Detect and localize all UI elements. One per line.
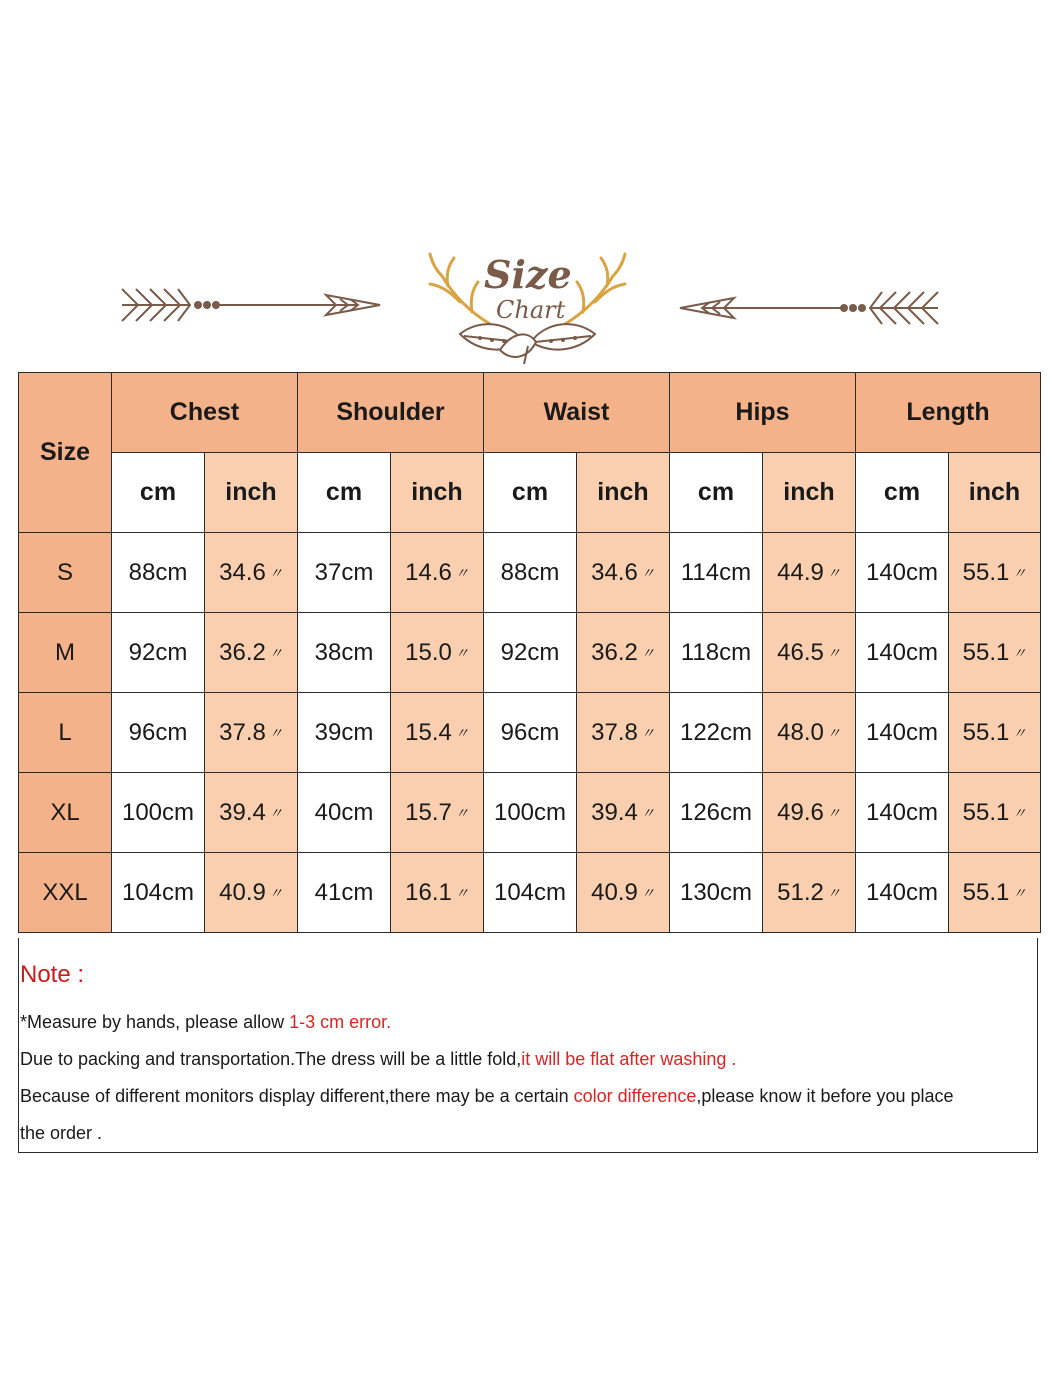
inch-value-cell: [577, 533, 670, 613]
inch-value-cell: [949, 773, 1041, 853]
cell-value: 140cm: [865, 558, 939, 586]
inch-value-cell: [577, 773, 670, 853]
cm-value-cell: [856, 613, 949, 693]
note-highlight: 1-3 cm error.: [289, 1012, 392, 1032]
inch-mark: 〃: [640, 644, 655, 661]
note-line-measure: [20, 1004, 1037, 1041]
cell-value: 41cm: [314, 878, 374, 906]
inch-mark: 〃: [826, 644, 841, 661]
unit-header-cm: cm: [112, 453, 205, 533]
cell-value: 104cm: [493, 878, 567, 906]
cell-value: 38cm: [314, 638, 374, 666]
inch-mark: 〃: [454, 804, 469, 821]
inch-mark: 〃: [454, 724, 469, 741]
cell-value: 118cm: [680, 638, 752, 666]
cell-value: 122cm: [679, 718, 753, 746]
inch-value-cell: [391, 773, 484, 853]
table-row: [19, 853, 1041, 933]
cm-value-cell: [112, 613, 205, 693]
cell-value: 15.7: [405, 798, 452, 826]
note-highlight: color difference: [573, 1086, 697, 1106]
table-row: [19, 533, 1041, 613]
cell-value: 55.1: [962, 638, 1010, 666]
cm-value-cell: [298, 853, 391, 933]
inch-mark: 〃: [1012, 564, 1027, 581]
cm-value-cell: [112, 853, 205, 933]
size-label-cell: S: [19, 533, 112, 613]
inch-mark: 〃: [268, 564, 283, 581]
cell-value: 37cm: [314, 558, 374, 586]
inch-value-cell: [205, 773, 298, 853]
inch-value-cell: [577, 613, 670, 693]
cell-value: 37.8: [219, 718, 266, 746]
table-row: [19, 613, 1041, 693]
note-line-order: [20, 1115, 1037, 1152]
cell-value: 36.2: [219, 638, 266, 666]
note-title: Note :: [20, 961, 85, 988]
cm-value-cell: [298, 613, 391, 693]
inch-value-cell: [391, 613, 484, 693]
cm-value-cell: [856, 853, 949, 933]
note-line-monitors: [20, 1078, 1037, 1115]
inch-value-cell: [949, 853, 1041, 933]
cell-value: 14.6: [405, 558, 452, 586]
cell-value: 140cm: [865, 638, 939, 666]
inch-mark: 〃: [268, 644, 283, 661]
size-column-header: Size: [19, 373, 112, 533]
inch-value-cell: [949, 533, 1041, 613]
cell-value: 100cm: [121, 798, 195, 826]
cm-value-cell: [856, 773, 949, 853]
unit-header-cm: cm: [298, 453, 391, 533]
cell-value: 39.4: [219, 798, 266, 826]
group-header-length: Length: [856, 373, 1041, 453]
group-header-waist: Waist: [484, 373, 670, 453]
cm-value-cell: [856, 533, 949, 613]
table-row: [19, 693, 1041, 773]
cm-value-cell: [112, 693, 205, 773]
cell-value: 96cm: [500, 718, 560, 746]
cm-value-cell: [112, 773, 205, 853]
cell-value: 40cm: [314, 798, 374, 826]
cell-value: 100cm: [493, 798, 567, 826]
inch-value-cell: [205, 853, 298, 933]
group-header-shoulder: Shoulder: [298, 373, 484, 453]
unit-header-cm: cm: [484, 453, 577, 533]
table-unit-header-row: [19, 453, 1041, 533]
inch-mark: 〃: [1012, 724, 1027, 741]
inch-mark: 〃: [268, 724, 283, 741]
inch-mark: 〃: [1012, 644, 1027, 661]
inch-mark: 〃: [640, 564, 655, 581]
cell-value: 96cm: [128, 718, 188, 746]
cm-value-cell: [670, 773, 763, 853]
inch-value-cell: [205, 693, 298, 773]
unit-header-cm: cm: [856, 453, 949, 533]
cm-value-cell: [670, 613, 763, 693]
inch-value-cell: [763, 533, 856, 613]
size-label-cell: M: [19, 613, 112, 693]
cell-value: 40.9: [219, 878, 266, 906]
inch-mark: 〃: [640, 724, 655, 741]
right-arrow-icon: [672, 288, 942, 328]
note-line-packing: [20, 1041, 1037, 1078]
cm-value-cell: [670, 533, 763, 613]
cell-value: 88cm: [500, 558, 560, 586]
size-label-cell: XXL: [19, 853, 112, 933]
cm-value-cell: [298, 693, 391, 773]
group-header-hips: Hips: [670, 373, 856, 453]
cell-value: 39cm: [314, 718, 374, 746]
inch-mark: 〃: [826, 564, 841, 581]
cell-value: 16.1: [405, 878, 452, 906]
cell-value: 15.4: [405, 718, 452, 746]
cell-value: 48.0: [777, 718, 824, 746]
cm-value-cell: [670, 693, 763, 773]
inch-value-cell: [577, 853, 670, 933]
inch-value-cell: [763, 613, 856, 693]
inch-mark: 〃: [826, 884, 841, 901]
cell-value: 140cm: [865, 718, 939, 746]
inch-mark: 〃: [454, 644, 469, 661]
cell-value: 140cm: [865, 878, 939, 906]
cell-value: 51.2: [777, 878, 824, 906]
inch-mark: 〃: [1012, 884, 1027, 901]
unit-header-inch: inch: [391, 453, 484, 533]
cm-value-cell: [484, 853, 577, 933]
inch-value-cell: [763, 853, 856, 933]
cell-value: 55.1: [962, 718, 1010, 746]
inch-mark: 〃: [454, 564, 469, 581]
size-label-cell: XL: [19, 773, 112, 853]
cm-value-cell: [298, 773, 391, 853]
inch-value-cell: [763, 773, 856, 853]
note-text: ,please know it before you place: [696, 1086, 954, 1106]
cell-value: 15.0: [405, 638, 452, 666]
cell-value: 92cm: [128, 638, 188, 666]
inch-mark: 〃: [454, 884, 469, 901]
cell-value: 140cm: [865, 798, 939, 826]
unit-header-cm: cm: [670, 453, 763, 533]
inch-mark: 〃: [268, 884, 283, 901]
cell-value: 104cm: [121, 878, 195, 906]
cm-value-cell: [298, 533, 391, 613]
cm-value-cell: [484, 693, 577, 773]
table-row: [19, 773, 1041, 853]
inch-value-cell: [577, 693, 670, 773]
cell-value: 40.9: [591, 878, 638, 906]
inch-value-cell: [391, 533, 484, 613]
inch-value-cell: [949, 613, 1041, 693]
inch-mark: 〃: [268, 804, 283, 821]
cm-value-cell: [484, 533, 577, 613]
inch-value-cell: [391, 853, 484, 933]
inch-mark: 〃: [826, 804, 841, 821]
size-chart-logo: [420, 246, 635, 370]
cell-value: 36.2: [591, 638, 638, 666]
group-header-chest: Chest: [112, 373, 298, 453]
unit-header-inch: inch: [949, 453, 1041, 533]
inch-mark: 〃: [640, 804, 655, 821]
inch-mark: 〃: [640, 884, 655, 901]
cell-value: 92cm: [500, 638, 560, 666]
cell-value: 46.5: [777, 638, 824, 666]
unit-header-inch: inch: [205, 453, 298, 533]
size-chart-header: [0, 240, 1050, 370]
inch-value-cell: [205, 613, 298, 693]
inch-mark: 〃: [826, 724, 841, 741]
logo-title-chart: Chart: [496, 296, 566, 324]
size-label-cell: L: [19, 693, 112, 773]
inch-mark: 〃: [1012, 804, 1027, 821]
cell-value: 126cm: [679, 798, 753, 826]
cell-value: 39.4: [591, 798, 638, 826]
cell-value: 34.6: [591, 558, 638, 586]
note-text: Because of different monitors display different,there may be a certain: [20, 1086, 574, 1106]
cell-value: 34.6: [219, 558, 266, 586]
size-table: [18, 372, 1041, 933]
note-highlight: it will be flat after washing .: [521, 1049, 737, 1069]
cm-value-cell: [484, 613, 577, 693]
left-arrow-icon: [118, 285, 388, 325]
cm-value-cell: [112, 533, 205, 613]
cm-value-cell: [670, 853, 763, 933]
unit-header-inch: inch: [763, 453, 856, 533]
inch-value-cell: [391, 693, 484, 773]
inch-value-cell: [949, 693, 1041, 773]
note-section: [18, 938, 1038, 1153]
note-text: Due to packing and transportation.The dress will be a little fold,: [20, 1049, 522, 1069]
cell-value: 130cm: [679, 878, 753, 906]
cell-value: 114cm: [680, 558, 752, 586]
cm-value-cell: [484, 773, 577, 853]
cell-value: 55.1: [962, 798, 1010, 826]
note-text: the order .: [20, 1123, 103, 1143]
cell-value: 55.1: [962, 558, 1010, 586]
cell-value: 55.1: [962, 878, 1010, 906]
inch-value-cell: [205, 533, 298, 613]
cm-value-cell: [856, 693, 949, 773]
table-body: [19, 533, 1041, 933]
cell-value: 88cm: [128, 558, 188, 586]
note-text: *Measure by hands, please allow: [20, 1012, 290, 1032]
inch-value-cell: [763, 693, 856, 773]
cell-value: 37.8: [591, 718, 638, 746]
cell-value: 49.6: [777, 798, 824, 826]
cell-value: 44.9: [777, 558, 824, 586]
unit-header-inch: inch: [577, 453, 670, 533]
table-group-header-row: [19, 373, 1041, 453]
logo-title-size: Size: [484, 252, 572, 297]
